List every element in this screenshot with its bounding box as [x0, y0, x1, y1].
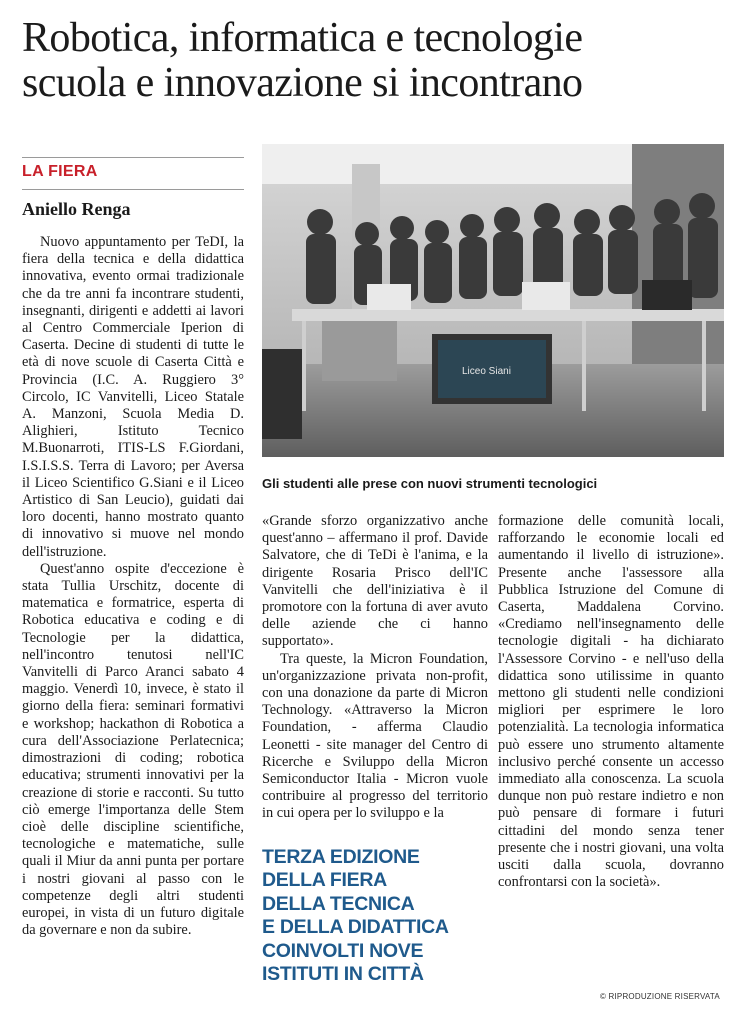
paragraph: Tra queste, la Micron Foundation, un'organizzazione privata non-profit, con una donazione da parte di Micron Technology. «Attraverso la Micron Foundation, - afferma Claudio Leonetti - site manager del Centro di Ricerche e Sviluppo della Micron Semiconductor Italia - Micron vuole contribuire al progresso del territorio in cui opera per lo sviluppo e la [262, 650, 488, 822]
copyright-notice: © RIPRODUZIONE RISERVATA [600, 992, 720, 1001]
article-photo [262, 144, 724, 457]
paragraph: Quest'anno ospite d'eccezione è stata Tullia Urschitz, docente di matematica e formatrice, esperta di Robotica educativa e coding e di Tecnologie per la didattica, nell'incontro tenutosi nell'IC Vanvitelli di Parco Aranci sabato 4 maggio. Venerdì 10, invece, è stato il giorno della fiera: seminari formativi e workshop; hackathon di Robotica a cura dell'Associazione Perlatecnica; dimostrazioni di coding; robotica educativa; strumenti innovativi per la creazione di storie e racconti. Su tutto ciò emerge l'importanza delle Stem cioè delle discipline scientifiche, tecnologiche e matematiche, sulle quali il Miur da anni punta per portare i nostri giovani al passo con le competenze degli altri studenti europei, in vista di un futuro digitale da governare e non da subire. [22, 560, 244, 939]
pull-quote-line: DELLA FIERA [262, 869, 387, 892]
photo-illustration [262, 144, 724, 457]
section-rule-bottom [22, 189, 244, 190]
article-column-3 [498, 513, 724, 891]
pull-quote-line: COINVOLTI NOVE [262, 939, 424, 962]
article-column-2 [262, 513, 488, 823]
paragraph-continued: formazione delle comunità locali, rafforzando le economie locali ed aumentando il livello di istruzione». Presente anche l'assessore alla Pubblica Istruzione del Comune di Caserta, Maddalena Corvino. «Crediamo nell'insegnamento delle tecnologie digitali - ha dichiarato l'Assessore Corvino - e nell'uso della didattica sono utilissime in quanto mettono gli studenti nelle condizioni migliori per esprimere le loro potenzialità. La tecnologia informatica può essere uno strumento altamente inclusivo perché consente un accesso immediato alla conoscenza. La scuola dunque non può restare indietro e non può pensare di formare i futuri cittadini del mondo senza tener presente che i nostri giovani, una volta usciti dalla scuola, dovranno confrontarsi con la società». [498, 513, 724, 891]
pull-quote [262, 846, 492, 986]
byline: Aniello Renga [22, 199, 131, 219]
section-label: LA FIERA [22, 163, 98, 180]
pull-quote-line: DELLA TECNICA [262, 892, 415, 915]
headline [22, 16, 722, 106]
pull-quote-line: TERZA EDIZIONE [262, 846, 420, 868]
pull-quote-line: E DELLA DIDATTICA [262, 916, 449, 939]
article-column-1 [22, 234, 244, 939]
paragraph: «Grande sforzo organizzativo anche quest'anno – affermano il prof. Davide Salvatore, che di TeDi è l'anima, e la dirigente Rosaria Prisco dell'IC Vanvitelli che dell'iniziativa è il promotore con la fortuna di aver avuto delle aziende che ci hanno supportato». [262, 513, 488, 650]
paragraph: Nuovo appuntamento per TeDI, la fiera della tecnica e della didattica innovativa, evento ormai tradizionale che da tre anni fa incontrare studenti, insegnanti, dirigenti e addetti ai lavori al Centro Commerciale Iperion di Caserta. Decine di studenti di tutte le età di nove scuole di Caserta Città e Provincia (I.C. A. Ruggiero 3° Circolo, IC Vanvitelli, Liceo Statale A. Manzoni, Scuola Media D. Alighieri, Istituto Tecnico M.Buonarroti, ITIS-LS F.Giordani, I.S.I.S.S. Terra di Lavoro; per Aversa il Liceo Scientifico G.Siani e il Liceo Artistico di San Leucio), guidati dai loro docenti, hanno mostrato quanto di innovativo si muove nel mondo dell'istruzione. [22, 234, 244, 560]
headline-line-2: scuola e innovazione si incontrano [22, 60, 583, 106]
pull-quote-line: ISTITUTI IN CITTÀ [262, 963, 424, 986]
photo-caption: Gli studenti alle prese con nuovi strumenti tecnologici [262, 476, 598, 491]
photo-banner-text: Liceo Siani [462, 366, 511, 377]
section-rule-top [22, 157, 244, 158]
headline-line-1: Robotica, informatica e tecnologie [22, 15, 583, 61]
